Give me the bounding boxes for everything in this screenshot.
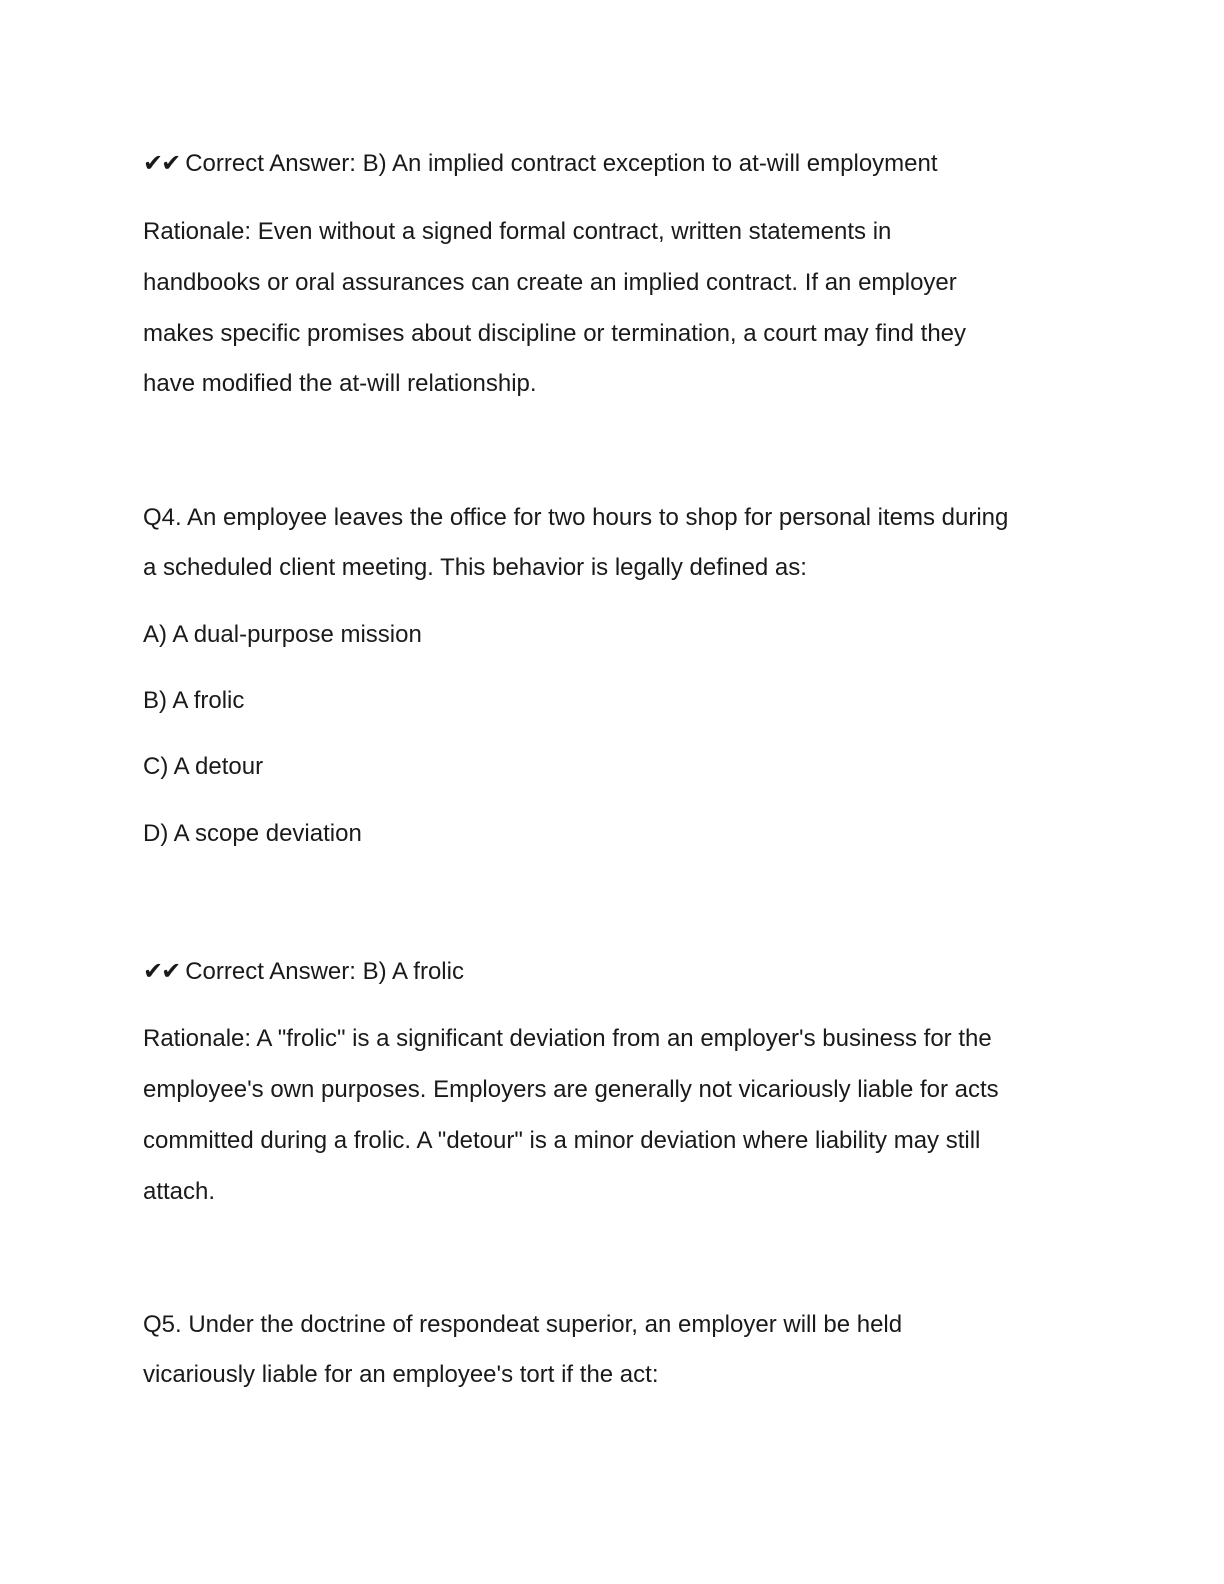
double-check-icon: ✔✔ xyxy=(143,149,180,177)
rationale-line: employee's own purposes. Employers are generally not vicariously liable for acts xyxy=(143,1076,999,1103)
answer-option-c: C) A detour xyxy=(143,753,264,780)
correct-answer-line xyxy=(143,148,938,179)
question-text: vicariously liable for an employee's tort if the act: xyxy=(143,1361,659,1388)
correct-answer-text: Correct Answer: B) An implied contract exception to at-will employment xyxy=(185,150,938,177)
question-text: Q4. An employee leaves the office for two hours to shop for personal items during xyxy=(143,504,1009,531)
correct-answer-text: Correct Answer: B) A frolic xyxy=(185,958,464,985)
double-check-icon: ✔✔ xyxy=(143,957,180,985)
document-page xyxy=(143,0,1083,1584)
question-text: a scheduled client meeting. This behavior is legally defined as: xyxy=(143,554,807,581)
rationale-line: committed during a frolic. A "detour" is a minor deviation where liability may still xyxy=(143,1127,981,1154)
rationale-line: attach. xyxy=(143,1178,216,1205)
rationale-line: have modified the at-will relationship. xyxy=(143,370,537,397)
rationale-line: Rationale: A "frolic" is a significant deviation from an employer's business for the xyxy=(143,1025,992,1052)
answer-option-b: B) A frolic xyxy=(143,687,245,714)
rationale-line: makes specific promises about discipline or termination, a court may find they xyxy=(143,320,967,347)
question-text: Q5. Under the doctrine of respondeat superior, an employer will be held xyxy=(143,1311,903,1338)
answer-option-d: D) A scope deviation xyxy=(143,820,362,847)
rationale-line: handbooks or oral assurances can create an implied contract. If an employer xyxy=(143,269,957,296)
answer-option-a: A) A dual-purpose mission xyxy=(143,621,422,648)
rationale-line: Rationale: Even without a signed formal contract, written statements in xyxy=(143,218,892,245)
correct-answer-line xyxy=(143,956,464,987)
